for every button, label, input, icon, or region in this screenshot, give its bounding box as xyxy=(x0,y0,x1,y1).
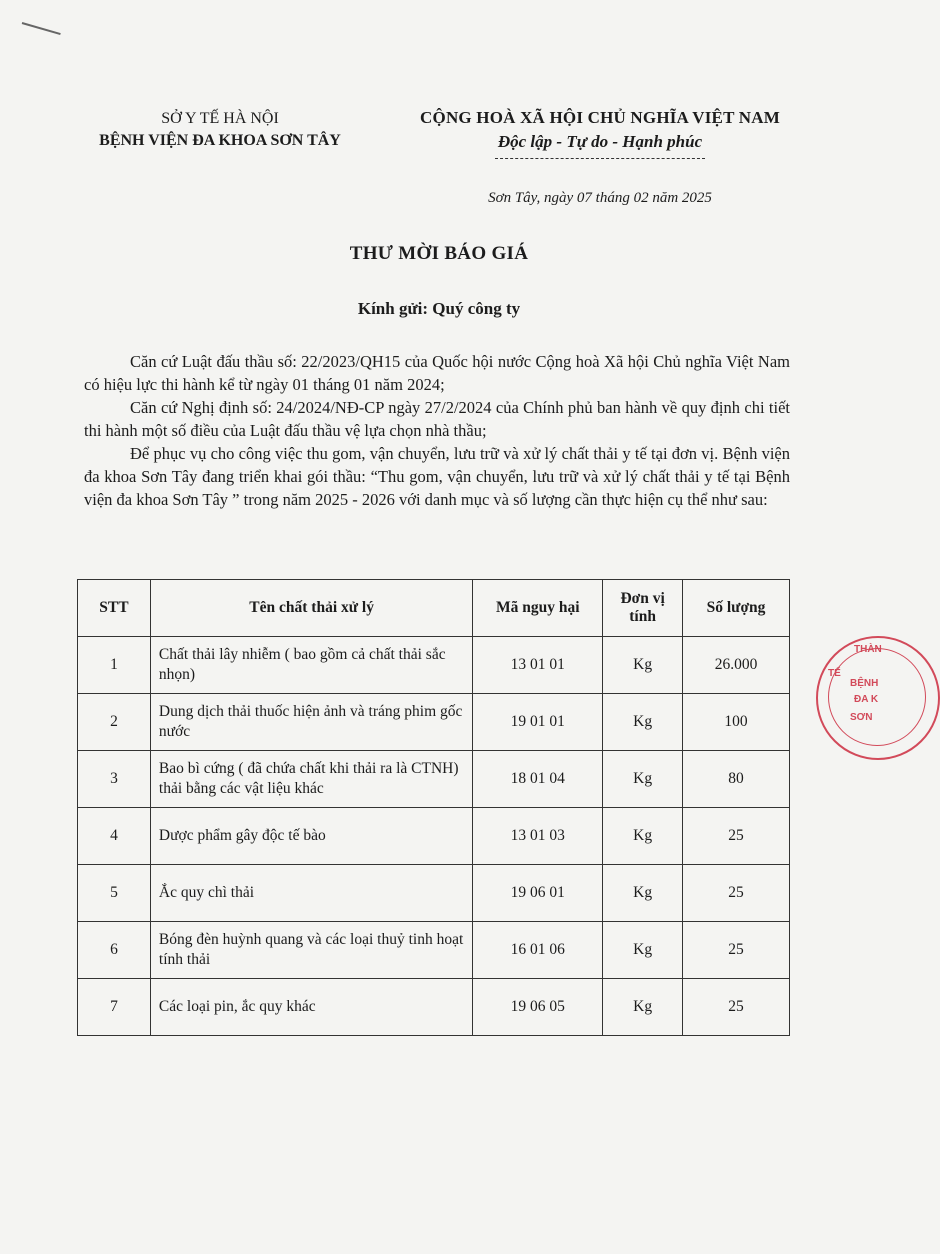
cell-code: 13 01 03 xyxy=(473,808,603,865)
paragraph: Căn cứ Nghị định số: 24/2024/NĐ-CP ngày 27/2/2024 của Chính phủ ban hành về quy định chi tiết thi hành một số điều của Luật đấu thầu vệ lựa chọn nhà thầu; xyxy=(84,398,790,440)
cell-unit: Kg xyxy=(603,979,683,1036)
document-title: THƯ MỜI BÁO GIÁ xyxy=(349,243,529,264)
hospital-seal xyxy=(816,636,940,760)
table-row xyxy=(78,808,790,865)
table-header-row xyxy=(78,580,790,637)
cell-quantity: 25 xyxy=(683,865,790,922)
cell-stt: 5 xyxy=(78,865,151,922)
cell-name: Ắc quy chì thải xyxy=(150,865,472,922)
cell-name: Chất thải lây nhiễm ( bao gồm cả chất thải sắc nhọn) xyxy=(150,637,472,694)
cell-unit: Kg xyxy=(603,637,683,694)
cell-stt: 3 xyxy=(78,751,151,808)
motto: Độc lập - Tự do - Hạnh phúc xyxy=(497,132,703,151)
seal-text: TẾ xyxy=(828,668,841,679)
cell-quantity: 100 xyxy=(683,694,790,751)
cell-stt: 4 xyxy=(78,808,151,865)
issuer-header xyxy=(60,108,380,152)
cell-code: 16 01 06 xyxy=(473,922,603,979)
cell-code: 19 01 01 xyxy=(473,694,603,751)
cell-code: 19 06 01 xyxy=(473,865,603,922)
col-header-name: Tên chất thải xử lý xyxy=(150,580,472,637)
col-header-stt: STT xyxy=(78,580,151,637)
cell-unit: Kg xyxy=(603,808,683,865)
waste-table xyxy=(77,579,790,1036)
pen-mark xyxy=(22,22,61,35)
department-name: SỞ Y TẾ HÀ NỘI xyxy=(161,110,279,127)
table-row xyxy=(78,865,790,922)
body-text xyxy=(84,350,790,511)
cell-quantity: 25 xyxy=(683,922,790,979)
hospital-name: BỆNH VIỆN ĐA KHOA SƠN TÂY xyxy=(99,132,341,149)
motto-underline xyxy=(495,158,705,159)
cell-quantity: 80 xyxy=(683,751,790,808)
paragraph: Căn cứ Luật đấu thầu số: 22/2023/QH15 của Quốc hội nước Cộng hoà Xã hội Chủ nghĩa Việt Nam có hiệu lực thi hành kể từ ngày 01 tháng 01 năm 2024; xyxy=(84,352,790,394)
cell-name: Dung dịch thải thuốc hiện ảnh và tráng phim gốc nước xyxy=(150,694,472,751)
cell-stt: 1 xyxy=(78,637,151,694)
table-row xyxy=(78,979,790,1036)
cell-code: 13 01 01 xyxy=(473,637,603,694)
recipient-line: Kính gửi: Quý công ty xyxy=(357,299,521,318)
paragraph: Để phục vụ cho công việc thu gom, vận chuyển, lưu trữ và xử lý chất thải y tế tại đơn vị. Bệnh viện đa khoa Sơn Tây đang triển khai gói thầu: “Thu gom, vận chuyển, lưu trữ và xử lý chất thải y tế tại Bệnh viện đa khoa Sơn Tây ” trong năm 2025 - 2026 với danh mục và số lượng cần thực hiện cụ thể như sau: xyxy=(84,444,790,509)
seal-text: THÀN xyxy=(854,644,882,655)
table-row xyxy=(78,637,790,694)
cell-name: Bao bì cứng ( đã chứa chất khi thải ra là CTNH) thải bằng các vật liệu khác xyxy=(150,751,472,808)
cell-unit: Kg xyxy=(603,922,683,979)
table-row xyxy=(78,694,790,751)
cell-name: Bóng đèn huỳnh quang và các loại thuỷ tinh hoạt tính thải xyxy=(150,922,472,979)
seal-text: ĐA K xyxy=(854,694,879,705)
col-header-code: Mã nguy hại xyxy=(473,580,603,637)
cell-code: 18 01 04 xyxy=(473,751,603,808)
cell-quantity: 25 xyxy=(683,979,790,1036)
col-header-quantity: Số lượng xyxy=(683,580,790,637)
cell-unit: Kg xyxy=(603,865,683,922)
cell-code: 19 06 05 xyxy=(473,979,603,1036)
cell-name: Các loại pin, ắc quy khác xyxy=(150,979,472,1036)
cell-name: Dược phẩm gây độc tế bào xyxy=(150,808,472,865)
table-row xyxy=(78,922,790,979)
col-header-unit: Đơn vị tính xyxy=(603,580,683,637)
cell-quantity: 26.000 xyxy=(683,637,790,694)
country-name: CỘNG HOÀ XÃ HỘI CHỦ NGHĨA VIỆT NAM xyxy=(420,108,780,127)
place-date: Sơn Tây, ngày 07 tháng 02 năm 2025 xyxy=(488,190,712,206)
seal-text: BỆNH xyxy=(850,678,879,689)
cell-stt: 7 xyxy=(78,979,151,1036)
table-row xyxy=(78,751,790,808)
cell-quantity: 25 xyxy=(683,808,790,865)
cell-unit: Kg xyxy=(603,694,683,751)
seal-text: SƠN xyxy=(850,712,873,723)
cell-stt: 6 xyxy=(78,922,151,979)
national-header xyxy=(390,106,810,159)
cell-unit: Kg xyxy=(603,751,683,808)
cell-stt: 2 xyxy=(78,694,151,751)
